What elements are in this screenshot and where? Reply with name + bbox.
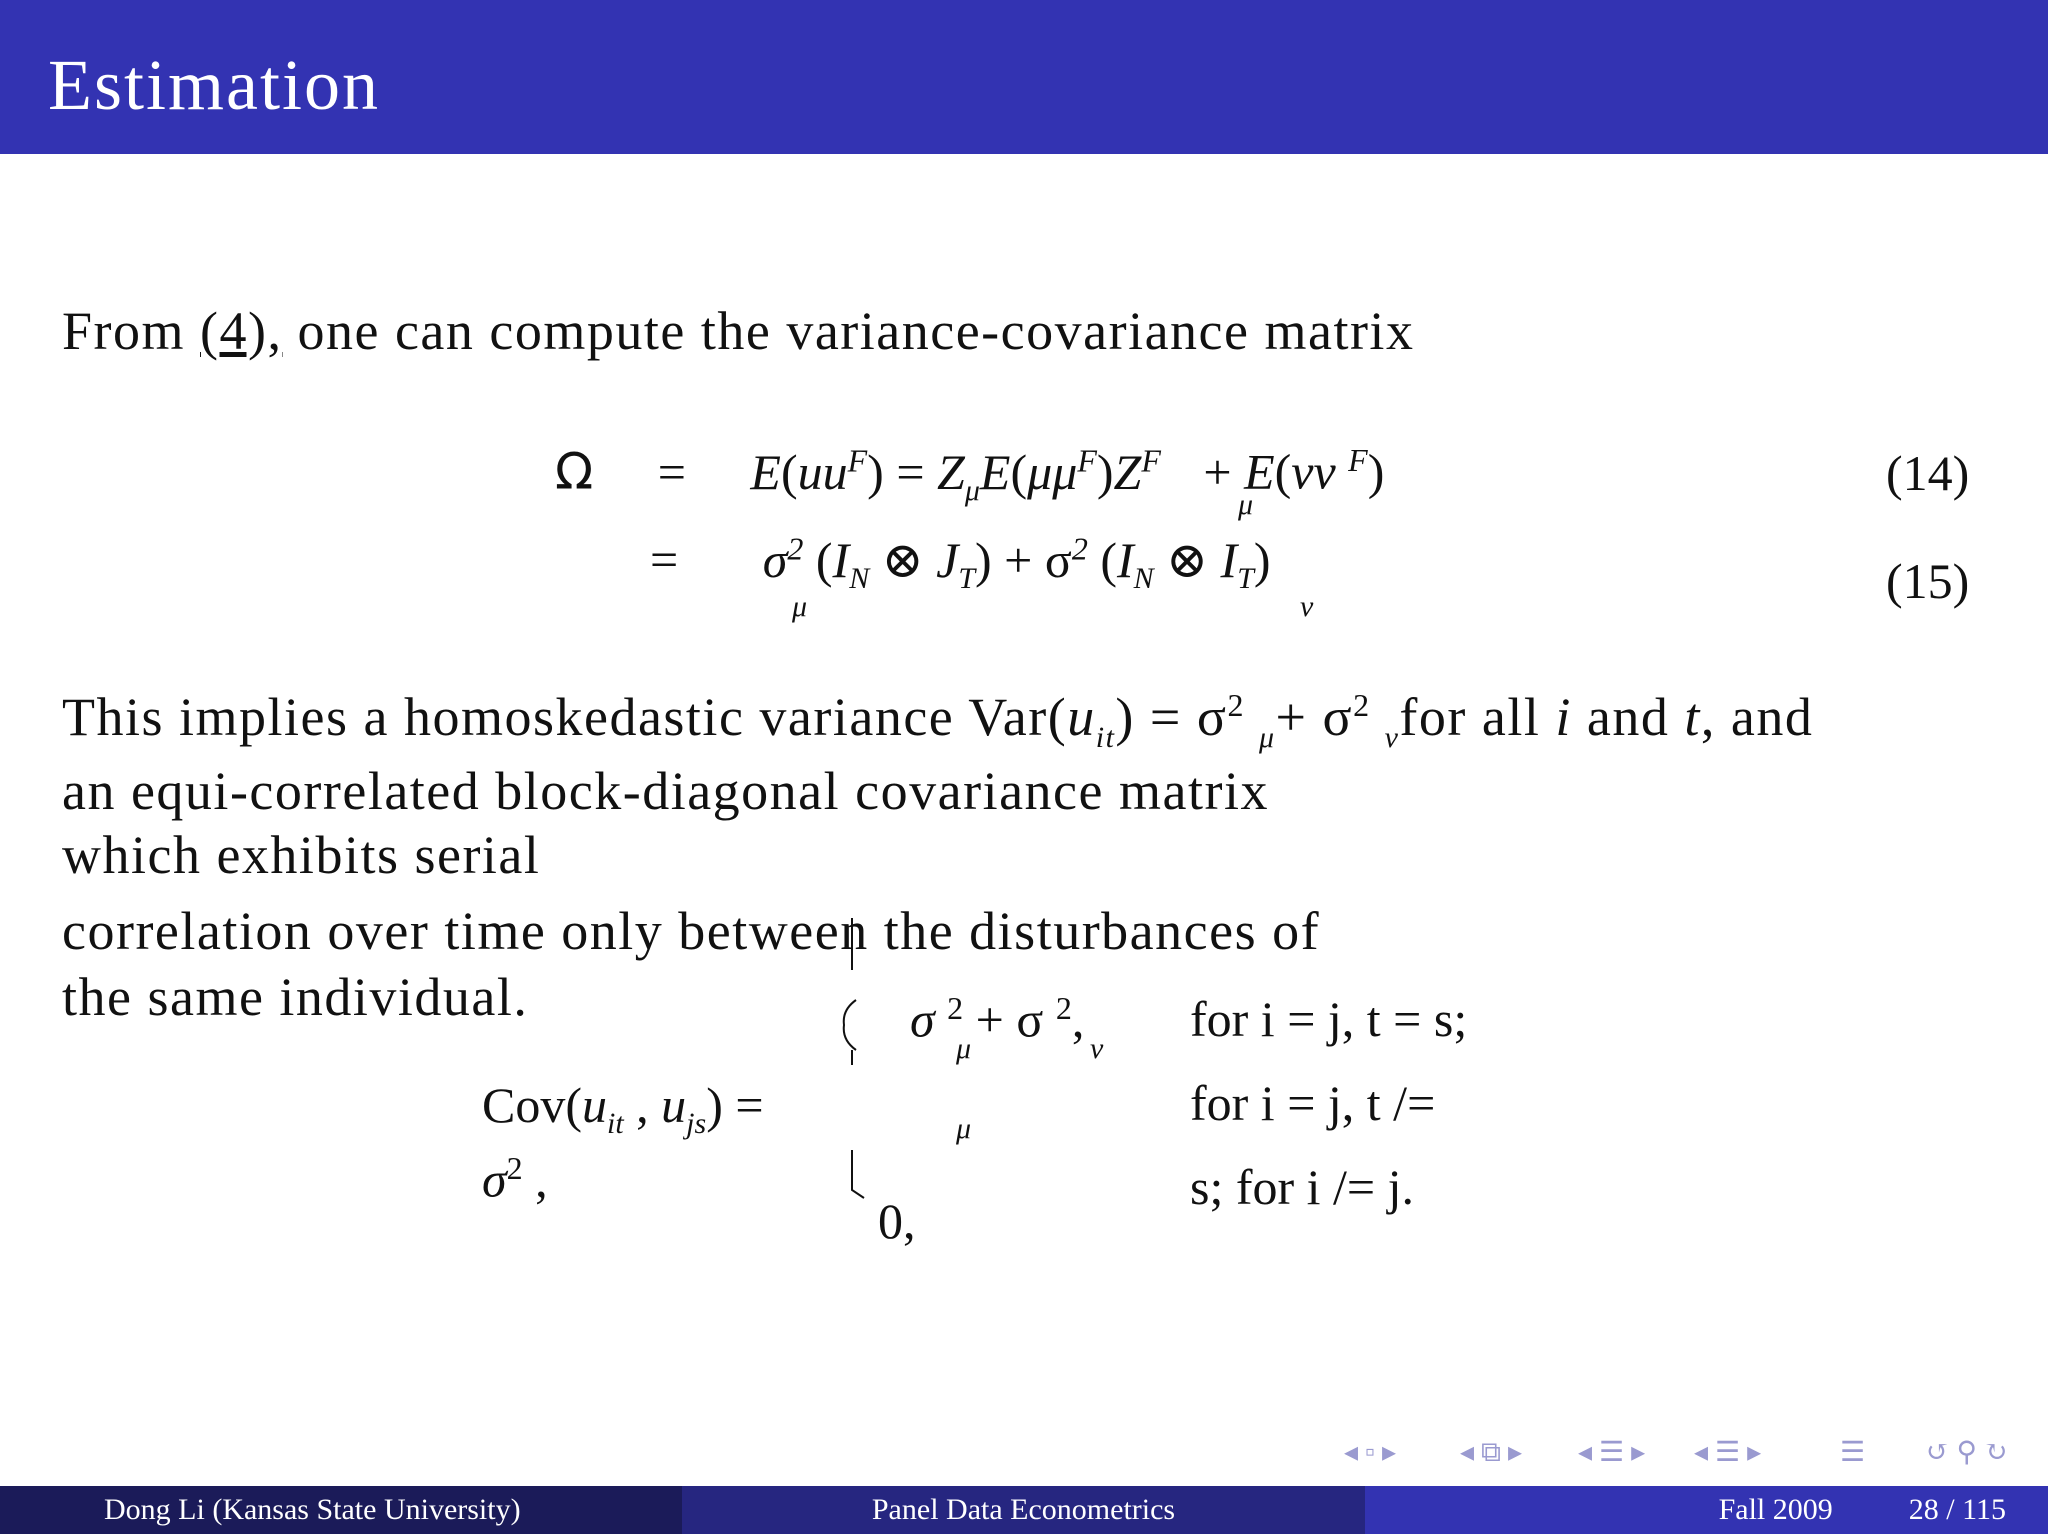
body-line1-d: , and bbox=[1700, 687, 1814, 747]
body-line1-i: i bbox=[1555, 687, 1572, 747]
footer-author: Dong Li (Kansas State University) bbox=[0, 1486, 682, 1534]
nav-section-icon[interactable]: ◂ ☰ ▸ bbox=[1694, 1437, 1762, 1468]
body-line-1 bbox=[62, 686, 1813, 755]
body-line-4: correlation over time only between the disturbances of bbox=[62, 901, 1321, 961]
eq15-plus: ) + σ bbox=[975, 531, 1072, 588]
body-line1-sq2: 2 bbox=[1353, 687, 1371, 723]
body-line1-a: This implies a homoskedastic variance Var( bbox=[62, 687, 1068, 747]
header-bar bbox=[0, 0, 2048, 154]
footer-title: Panel Data Econometrics bbox=[682, 1486, 1365, 1534]
cov-case-1 bbox=[910, 990, 1084, 1049]
case1-sq2: 2 bbox=[1055, 990, 1072, 1026]
slide-title: Estimation bbox=[48, 45, 380, 125]
nav-align-icon[interactable]: ☰ bbox=[1840, 1437, 1866, 1468]
eq15-close: ) bbox=[1253, 531, 1271, 588]
cov-lhs-a: Cov( bbox=[482, 1077, 582, 1133]
intro-line bbox=[62, 300, 1414, 362]
case1-sigma: σ bbox=[910, 991, 935, 1048]
case1-comma: , bbox=[1071, 991, 1085, 1048]
cov-lhs-comma: , bbox=[623, 1077, 662, 1133]
eq15-two: 2 bbox=[787, 530, 804, 566]
cov-lhs bbox=[482, 1076, 764, 1141]
nav-frame-icon[interactable]: ◂ ⧉ ▸ bbox=[1460, 1437, 1523, 1468]
body-line1-c: for all bbox=[1399, 687, 1541, 747]
nav-subsection-icon[interactable]: ◂ ☰ ▸ bbox=[1578, 1437, 1646, 1468]
cov-lhs-u2: u bbox=[661, 1077, 687, 1133]
eq15-T2: T bbox=[1237, 561, 1254, 595]
eq15-two2: 2 bbox=[1071, 530, 1088, 566]
cov-cond-2: for i = j, t /= bbox=[1190, 1075, 1436, 1131]
equation-number-14: (14) bbox=[1886, 445, 1970, 501]
eq15-mu-below: μ bbox=[792, 590, 808, 623]
case1-sq1: 2 bbox=[947, 990, 964, 1026]
eq14-mu-below: μ bbox=[1238, 488, 1254, 521]
eq15-sigma: σ bbox=[762, 531, 788, 588]
eq14-uu: uu bbox=[797, 443, 848, 500]
eq14-plus: + bbox=[1203, 443, 1232, 500]
equation-14: $\Omega = E(uu^F) = Z_\mu E(\mu\mu^F)Z^F + E(vv$ $^F$) bbox=[555, 442, 1385, 507]
eq15-nu-below: ν bbox=[1300, 590, 1314, 623]
body-line-3: which exhibits serial bbox=[62, 825, 541, 885]
eq15-J: J bbox=[936, 531, 959, 588]
eq15-T: T bbox=[958, 561, 975, 595]
cov-lhs-it: it bbox=[607, 1107, 624, 1140]
cov-case-3-value: 0, bbox=[878, 1193, 916, 1249]
eq15-otimes: ⊗ bbox=[881, 531, 924, 588]
eq14-close: ) bbox=[1367, 443, 1385, 500]
cov-lhs-b: ) = bbox=[706, 1077, 764, 1133]
eq14-E2: E bbox=[979, 443, 1011, 500]
cov-lhs-sigma bbox=[482, 1150, 548, 1209]
footer-bar bbox=[0, 1486, 2048, 1534]
case1-nu: ν bbox=[1090, 1032, 1104, 1065]
intro-rest: one can compute the variance-covariance matrix bbox=[297, 301, 1415, 361]
cov-comma: , bbox=[522, 1151, 548, 1208]
cov-lhs-u1: u bbox=[582, 1077, 607, 1133]
equation-ref-link[interactable]: (4), bbox=[200, 301, 283, 361]
intro-prefix: From bbox=[62, 301, 186, 361]
body-line1-u: u bbox=[1067, 687, 1096, 747]
footer-date: Fall 2009 bbox=[1718, 1493, 1833, 1526]
eq15-I: I bbox=[832, 531, 850, 588]
eq15-I3: I bbox=[1220, 531, 1238, 588]
eq15-N: N bbox=[849, 561, 870, 595]
eq14-rp-eq: ) = bbox=[867, 443, 925, 500]
eq14-E: E bbox=[750, 443, 781, 500]
omega-symbol: Ω bbox=[555, 442, 594, 501]
cases-brace-icon bbox=[830, 900, 870, 1200]
equation-15: = $\sigma^2$ ($I_N$ ⊗ $J_T) + \sigma^2$ ($I_N$ ⊗ $I_T$) bbox=[650, 530, 1271, 595]
eq14-F3: F bbox=[1141, 442, 1161, 478]
body-line1-and: and bbox=[1586, 687, 1670, 747]
body-line-5: the same individual. bbox=[62, 967, 529, 1027]
nav-left-arrow-icon[interactable]: ◂ ▫ ▸ bbox=[1344, 1437, 1397, 1468]
eq14-rp: ) bbox=[1096, 443, 1114, 500]
case1-mu: μ bbox=[956, 1032, 972, 1065]
body-line1-plus: + σ bbox=[1275, 687, 1354, 747]
eq14-E3: E bbox=[1244, 443, 1275, 500]
eq14-F4: F bbox=[1348, 442, 1368, 478]
eq14-mumu: μμ bbox=[1027, 443, 1078, 500]
body-line-2: an equi-correlated block-diagonal covariance matrix bbox=[62, 761, 1269, 821]
cov-lhs-js: js bbox=[686, 1107, 707, 1140]
body-line1-it: it bbox=[1095, 720, 1116, 754]
cov-sigma-sq: 2 bbox=[506, 1150, 523, 1186]
eq14-equals: = bbox=[657, 443, 686, 500]
body-line1-t: t bbox=[1684, 687, 1701, 747]
footer-right bbox=[1365, 1486, 2048, 1534]
equation-number-15: (15) bbox=[1886, 553, 1970, 609]
body-line1-sq1: 2 bbox=[1227, 687, 1245, 723]
footer-page-number: 28 / 115 bbox=[1908, 1493, 2006, 1526]
eq14-F: F bbox=[847, 442, 868, 478]
eq14-Z2: Z bbox=[1113, 443, 1142, 500]
cov-cond-3: s; for i /= j. bbox=[1190, 1159, 1415, 1215]
body-line1-nu: ν bbox=[1384, 720, 1400, 754]
eq14-vv: vv bbox=[1291, 443, 1336, 500]
eq15-equals: = bbox=[650, 531, 679, 588]
eq14-mu: μ bbox=[964, 473, 980, 507]
eq14-F2: F bbox=[1077, 442, 1097, 478]
cov-cond-1: for i = j, t = s; bbox=[1190, 991, 1468, 1047]
nav-search-icon[interactable]: ↺ ⚲ ↻ bbox=[1926, 1437, 2008, 1468]
case1-plus: + σ bbox=[975, 991, 1044, 1048]
eq15-I2: I bbox=[1116, 531, 1134, 588]
eq15-otimes2: ⊗ bbox=[1166, 531, 1209, 588]
cov-sigma: σ bbox=[482, 1151, 507, 1208]
body-line1-b: ) = σ bbox=[1115, 687, 1228, 747]
eq15-N2: N bbox=[1133, 561, 1154, 595]
case2-mu: μ bbox=[956, 1112, 972, 1145]
body-line1-mu: μ bbox=[1258, 720, 1276, 754]
eq14-Z: Z bbox=[937, 443, 965, 500]
